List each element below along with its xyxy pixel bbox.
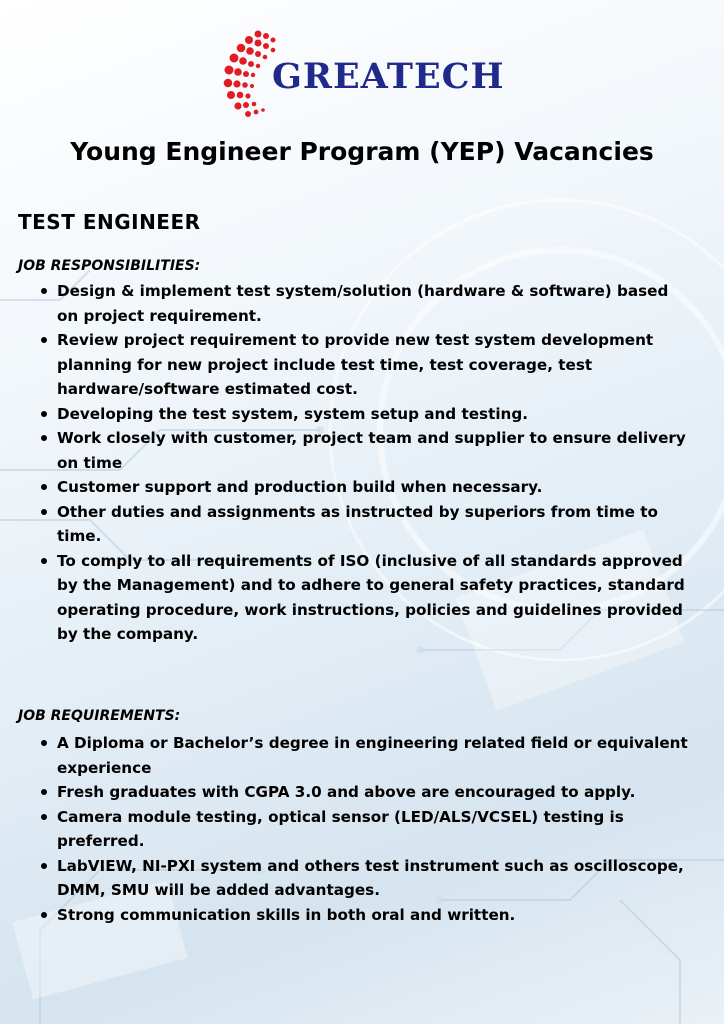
responsibilities-heading: JOB RESPONSIBILITIES: bbox=[18, 258, 201, 274]
list-item: A Diploma or Bachelor’s degree in engineering related field or equivalent experience bbox=[40, 731, 690, 780]
requirements-list bbox=[40, 731, 690, 927]
list-item: Fresh graduates with CGPA 3.0 and above are encouraged to apply. bbox=[40, 780, 690, 805]
list-item: LabVIEW, NI-PXI system and others test instrument such as oscilloscope, DMM, SMU will be added advantages. bbox=[40, 854, 690, 903]
list-item: Strong communication skills in both oral and written. bbox=[40, 903, 690, 928]
logo-text: GREATECH bbox=[272, 56, 505, 97]
list-item: Work closely with customer, project team and supplier to ensure delivery on time bbox=[40, 426, 690, 475]
list-item: Customer support and production build when necessary. bbox=[40, 475, 690, 500]
list-item: Design & implement test system/solution (hardware & software) based on project requirement. bbox=[40, 279, 690, 328]
page-title: Young Engineer Program (YEP) Vacancies bbox=[70, 137, 654, 166]
list-item: Camera module testing, optical sensor (LED/ALS/VCSEL) testing is preferred. bbox=[40, 805, 690, 854]
greatech-logo bbox=[214, 28, 514, 118]
requirements-heading: JOB REQUIREMENTS: bbox=[18, 708, 181, 724]
list-item: Other duties and assignments as instructed by superiors from time to time. bbox=[40, 500, 690, 549]
responsibilities-list bbox=[40, 279, 690, 647]
list-item: Developing the test system, system setup and testing. bbox=[40, 402, 690, 427]
list-item: Review project requirement to provide new test system development planning for new project include test time, test coverage, test hardware/software estimated cost. bbox=[40, 328, 690, 402]
job-title: TEST ENGINEER bbox=[18, 210, 201, 234]
list-item: To comply to all requirements of ISO (inclusive of all standards approved by the Management) and to adhere to general safety practices, standard operating procedure, work instructions, policies and guidelines provided by the company. bbox=[40, 549, 690, 647]
